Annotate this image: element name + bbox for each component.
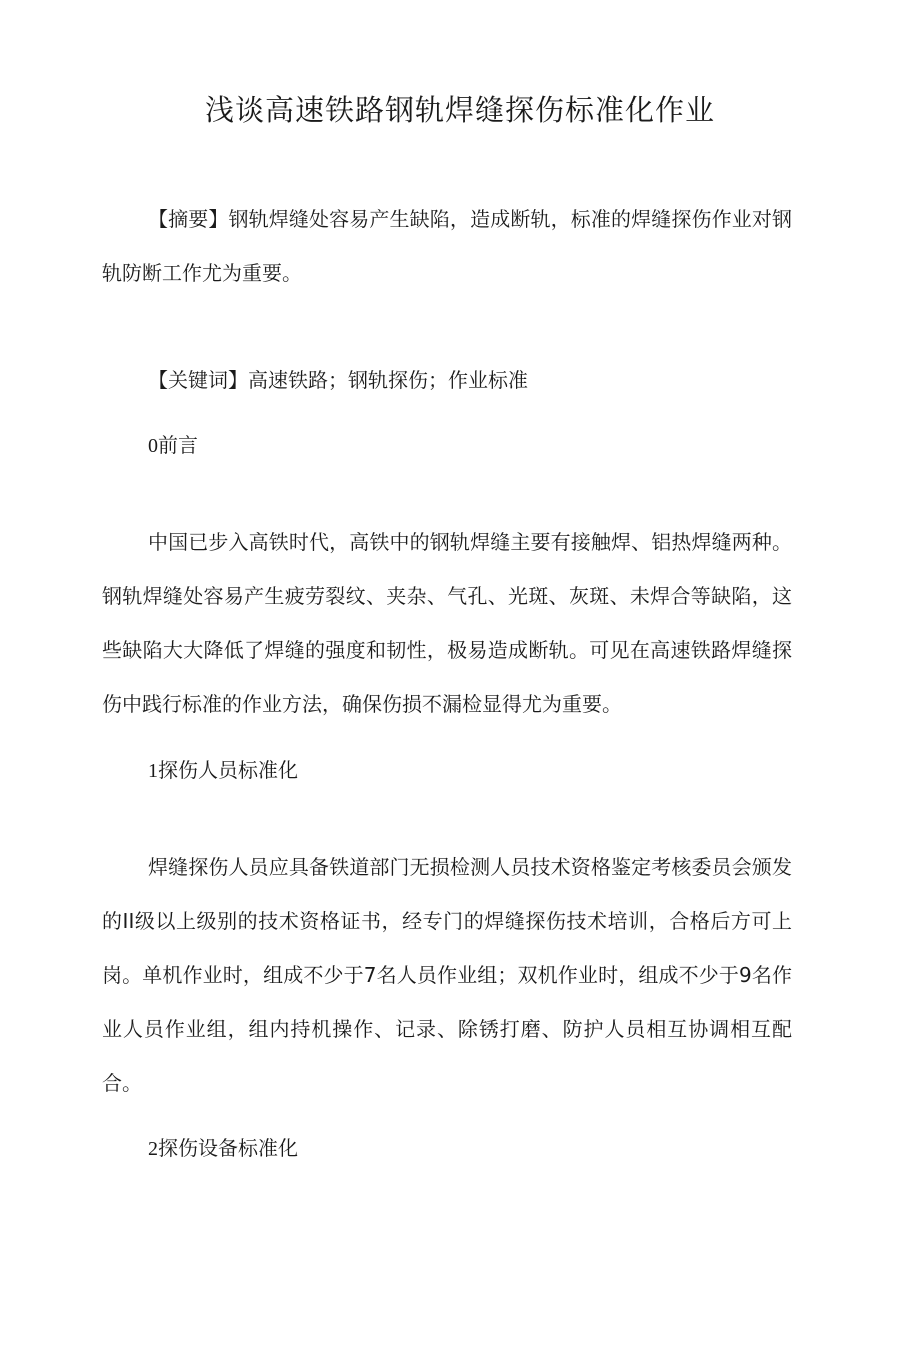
section-number: 2 bbox=[148, 1138, 158, 1160]
section-heading-text: 探伤设备标准化 bbox=[158, 1136, 298, 1160]
section-heading-equipment bbox=[148, 1133, 298, 1164]
section-heading-text: 前言 bbox=[158, 433, 198, 457]
preface-paragraph: 中国已步入高铁时代，高铁中的钢轨焊缝主要有接触焊、铝热焊缝两种。钢轨焊缝处容易产生疲劳裂纹、夹杂、气孔、光斑、灰斑、未焊合等缺陷，这些缺陷大大降低了焊缝的强度和韧性，极易造成断轨。可见在高速铁路焊缝探伤中践行标准的作业方法，确保伤损不漏检显得尤为重要。 bbox=[102, 530, 792, 716]
personnel-paragraph: 焊缝探伤人员应具备铁道部门无损检测人员技术资格鉴定考核委员会颁发的II级以上级别的技术资格证书，经专门的焊缝探伤技术培训，合格后方可上岗。单机作业时，组成不少于7名人员作业组；双机作业时，组成不少于9名作业人员作业组，组内持机操作、记录、除锈打磨、防护人员相互协调相互配合。 bbox=[102, 855, 792, 1095]
keywords-paragraph: 【关键词】高速铁路；钢轨探伤；作业标准 bbox=[148, 368, 528, 392]
section-number: 0 bbox=[148, 435, 158, 457]
section-heading-personnel bbox=[148, 755, 298, 786]
section-number: 1 bbox=[148, 760, 158, 782]
document-title: 浅谈高速铁路钢轨焊缝探伤标准化作业 bbox=[204, 93, 715, 127]
abstract-paragraph: 【摘要】钢轨焊缝处容易产生缺陷，造成断轨，标准的焊缝探伤作业对钢轨防断工作尤为重要。 bbox=[102, 207, 792, 285]
section-heading-preface bbox=[148, 430, 198, 461]
section-heading-text: 探伤人员标准化 bbox=[158, 758, 298, 782]
